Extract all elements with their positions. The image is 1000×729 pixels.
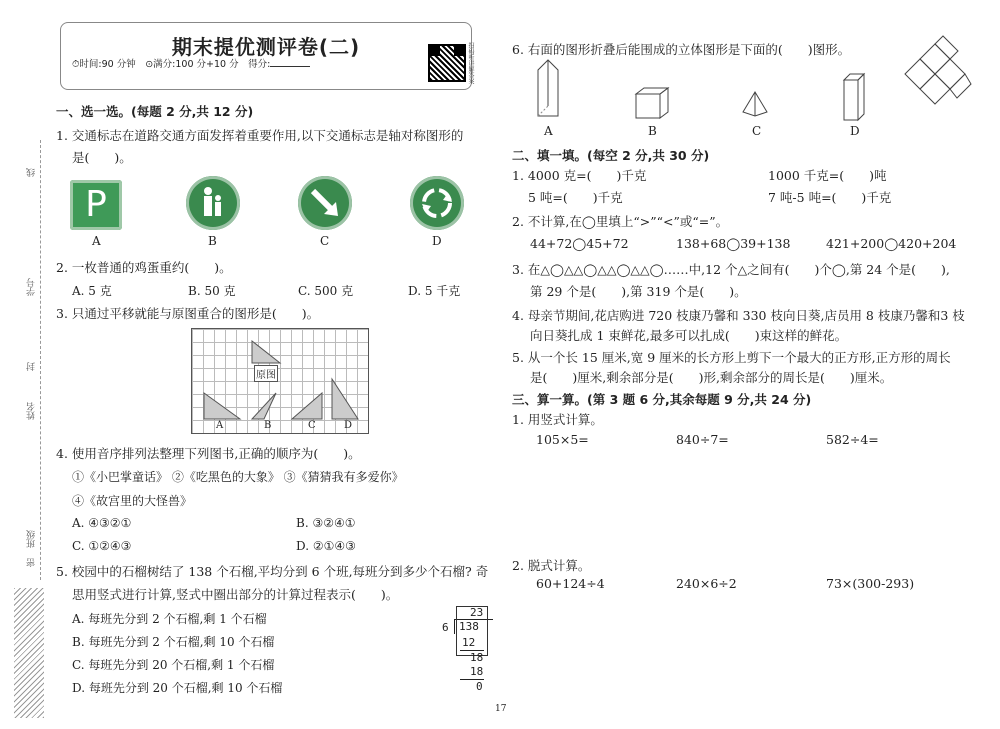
q6-net-figure	[895, 34, 975, 108]
q4-option-b: B. ③②④①	[296, 516, 356, 530]
pedestrian-sign-icon	[186, 176, 240, 230]
q1-text-line2: 是( )。	[72, 150, 132, 165]
q4-text: 4. 使用音序排列法整理下列图书,正确的顺序为( )。	[56, 446, 361, 461]
q5-text-line1: 5. 校园中的石榴树结了 138 个石榴,平均分到 6 个班,每班分到多少个石榴? 奇	[56, 564, 489, 579]
s3-q1-item-a: 105×5=	[536, 432, 589, 447]
margin-label-name: 姓名	[27, 402, 37, 420]
q1-text-line1: 1. 交通标志在道路交通方面发挥着重要作用,以下交通标志是轴对称图形的	[56, 128, 464, 143]
q5-option-a: A. 每班先分到 2 个石榴,剩 1 个石榴	[72, 612, 267, 626]
q3-origin-label: 原图	[254, 365, 278, 382]
q2-option-c: C. 500 克	[298, 284, 354, 298]
q6-cube-b	[634, 86, 670, 120]
q6-label-b: B	[648, 124, 657, 138]
s2-q5-line1: 5. 从一个长 15 厘米,宽 9 厘米的长方形上剪下一个最大的正方形,正方形的周长	[512, 350, 951, 365]
s2-q2-text: 2. 不计算,在◯里填上“>”“<”或“=”。	[512, 214, 729, 229]
s2-q1-item2: 1000 千克=( )吨	[768, 168, 887, 183]
margin-label-seal: 封	[27, 362, 37, 371]
s2-q4-line2: 向日葵扎成 1 束鲜花,最多可以扎成( )束这样的鲜花。	[530, 328, 848, 343]
q5-long-division: 23 6 138 12 18 18 0	[440, 606, 490, 696]
q6-pyramid-c	[740, 90, 770, 118]
margin-label-class: 班级	[27, 530, 37, 548]
page-title: 期末提优测评卷(二)	[171, 35, 361, 59]
exam-meta: ⏱时间:90 分钟 ⊙满分:100 分+10 分 得分:	[72, 56, 310, 70]
roundabout-sign-icon	[410, 176, 464, 230]
q6-label-a: A	[544, 124, 553, 138]
s2-q1-item1: 1. 4000 克=( )千克	[512, 168, 647, 183]
q1-label-a: A	[92, 234, 101, 248]
s2-q3-line2: 第 29 个是( ),第 319 个是( )。	[530, 284, 747, 299]
direction-arrow-sign-icon	[298, 176, 352, 230]
q5-option-d: D. 每班先分到 20 个石榴,剩 10 个石榴	[72, 681, 283, 695]
q3-label-c: C	[308, 420, 316, 431]
page-number: 17	[495, 704, 507, 714]
s2-q1-item4: 7 吨-5 吨=( )千克	[768, 190, 892, 205]
s2-q2-compare-c: 421+200◯420+204	[826, 236, 957, 251]
s2-q5-line2: 是( )厘米,剩余部分是( )形,剩余部分的周长是( )厘米。	[530, 370, 893, 385]
q3-text: 3. 只通过平移就能与原图重合的图形是( )。	[56, 306, 320, 321]
q3-grid	[191, 328, 369, 434]
s3-q2-item-b: 240×6÷2	[676, 576, 737, 591]
q6-text: 6. 右面的图形折叠后能围成的立体图形是下面的( )图形。	[512, 42, 851, 57]
q4-option-c: C. ①②④③	[72, 539, 132, 553]
margin-label-secret: 密	[27, 558, 37, 567]
q2-option-b: B. 50 克	[188, 284, 236, 298]
q3-label-a: A	[216, 420, 224, 431]
binding-line	[40, 140, 41, 580]
s2-q4-line1: 4. 母亲节期间,花店购进 720 枝康乃馨和 330 枝向日葵,店员用 8 枝康乃馨和3 枝	[512, 308, 965, 323]
q4-option-a: A. ④③②①	[72, 516, 132, 530]
margin-label-line: 线	[27, 168, 37, 177]
margin-label-student-id: 学号	[27, 278, 37, 296]
q6-label-d: D	[850, 124, 860, 138]
q6-label-c: C	[752, 124, 762, 138]
q4-option-d: D. ②①④③	[296, 539, 356, 553]
parking-sign-icon: P	[70, 180, 122, 230]
q5-text-line2: 思用竖式进行计算,竖式中圈出部分的计算过程表示( )。	[72, 587, 399, 602]
s3-q2-text: 2. 脱式计算。	[512, 558, 591, 573]
s2-q1-item3: 5 吨=( )千克	[528, 190, 623, 205]
q2-option-d: D. 5 千克	[408, 284, 461, 298]
s3-q1-item-b: 840÷7=	[676, 432, 729, 447]
s2-q3-line1: 3. 在△◯△△◯△△◯△△◯……中,12 个△之间有( )个◯,第 24 个是( ),	[512, 262, 950, 277]
q1-label-b: B	[208, 234, 217, 248]
margin-hatch-decoration	[14, 588, 44, 718]
s3-q1-text: 1. 用竖式计算。	[512, 412, 603, 427]
section1-heading: 一、选一选。(每题 2 分,共 12 分)	[56, 104, 254, 119]
s3-q1-item-c: 582÷4=	[826, 432, 879, 447]
s2-q2-compare-b: 138+68◯39+138	[676, 236, 791, 251]
s2-q2-compare-a: 44+72◯45+72	[530, 236, 629, 251]
s3-q2-item-c: 73×(300-293)	[826, 576, 915, 591]
q4-books-line2: ④《故宫里的大怪兽》	[72, 494, 193, 508]
qr-caption: 扫码听讲解答案	[467, 42, 474, 84]
q2-text: 2. 一枚普通的鸡蛋重约( )。	[56, 260, 232, 275]
q5-option-b: B. 每班先分到 2 个石榴,剩 10 个石榴	[72, 635, 275, 649]
q6-prism-a	[534, 58, 564, 120]
q5-option-c: C. 每班先分到 20 个石榴,剩 1 个石榴	[72, 658, 275, 672]
q2-option-a: A. 5 克	[72, 284, 112, 298]
q3-label-b: B	[264, 420, 272, 431]
qr-code-icon	[428, 44, 466, 82]
s3-q2-item-a: 60+124÷4	[536, 576, 605, 591]
q1-label-c: C	[320, 234, 330, 248]
q1-label-d: D	[432, 234, 442, 248]
q4-books-line1: ①《小巴掌童话》 ②《吃黑色的大象》 ③《猜猜我有多爱你》	[72, 470, 404, 484]
section2-heading: 二、填一填。(每空 2 分,共 30 分)	[512, 148, 710, 163]
section3-heading: 三、算一算。(第 3 题 6 分,其余每题 9 分,共 24 分)	[512, 392, 812, 407]
q6-cuboid-d	[842, 72, 868, 122]
q3-label-d: D	[344, 420, 353, 431]
